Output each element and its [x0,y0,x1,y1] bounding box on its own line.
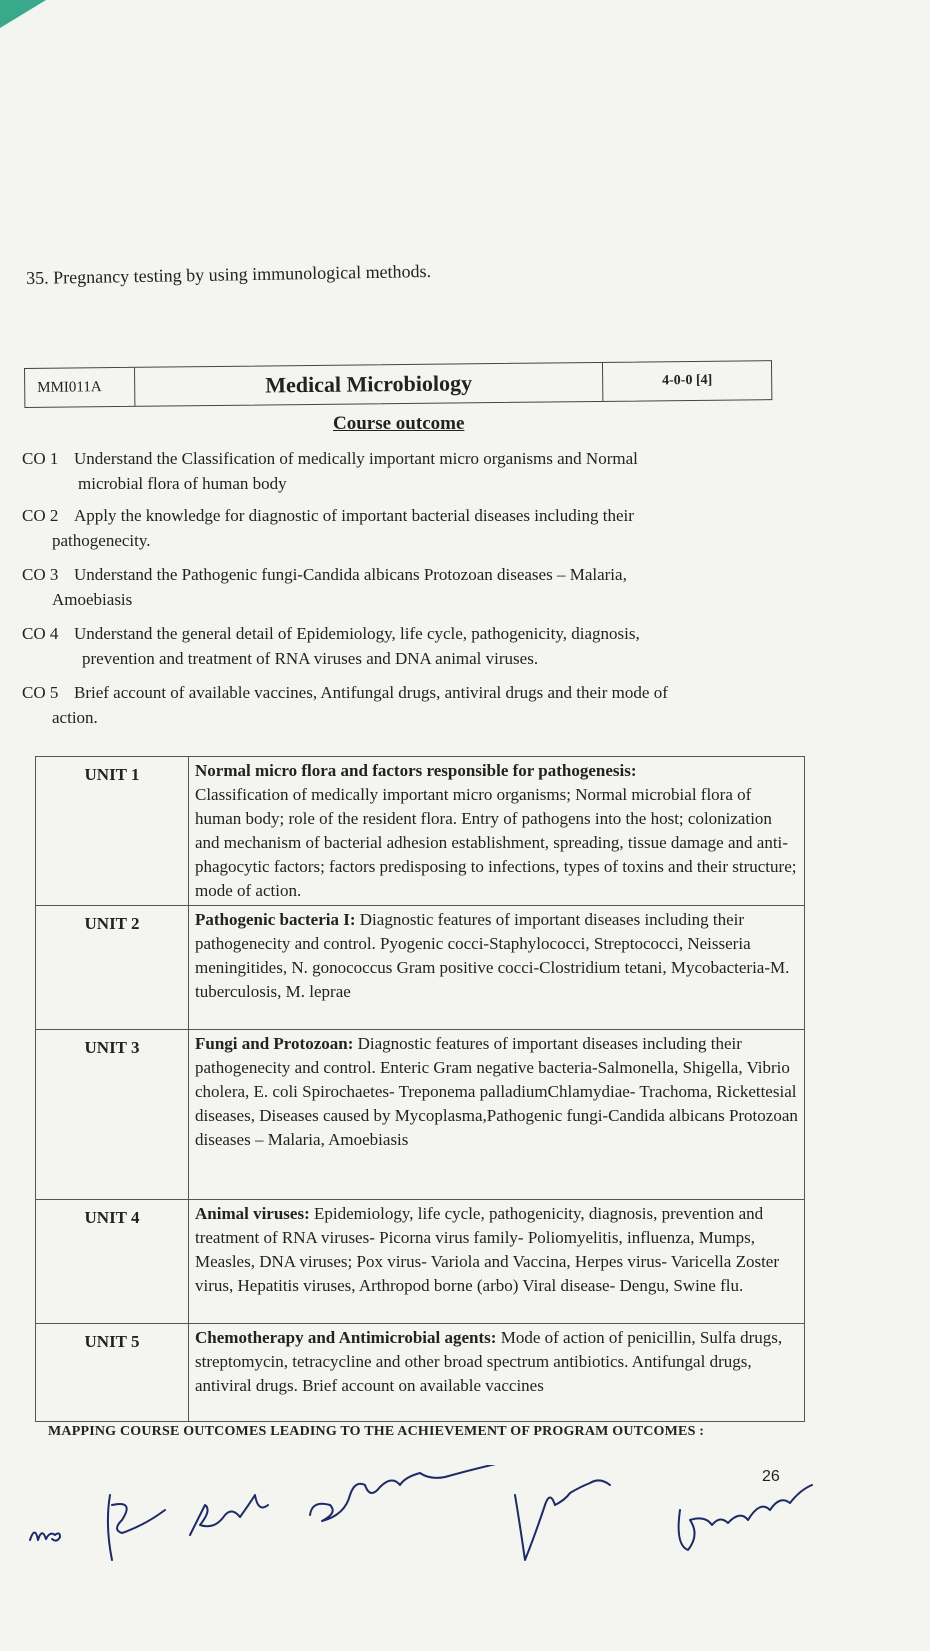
signatures [0,1465,930,1645]
co-text-cont: microbial flora of human body [78,474,287,493]
table-row [36,757,805,906]
course-outcome-heading: Course outcome [333,413,465,434]
page-corner-mark [0,0,46,28]
co-text: Understand the general detail of Epidemiology, life cycle, pathogenicity, diagnosis, [74,624,640,643]
table-row [36,1200,805,1324]
course-outcome-item [22,680,782,730]
co-text-cont: action. [52,708,98,727]
course-title: Medical Microbiology [135,363,603,406]
unit-content [189,757,805,906]
signature-2 [108,1495,165,1560]
co-text-cont: prevention and treatment of RNA viruses and DNA animal viruses. [82,649,539,668]
unit-content [189,1324,805,1422]
co-text-cont: pathogenecity. [52,531,151,550]
unit-heading: Normal micro flora and factors responsible for pathogenesis: [195,761,637,780]
signature-5 [515,1480,610,1560]
signature-4 [310,1465,500,1521]
signature-6 [679,1485,812,1550]
course-outcome-item [22,621,782,671]
course-code: MMI011A [25,368,135,407]
unit-content [189,1030,805,1200]
table-row [36,906,805,1030]
table-row [36,1030,805,1200]
co-text: Brief account of available vaccines, Antifungal drugs, antiviral drugs and their mode of [74,683,668,702]
co-text: Understand the Pathogenic fungi-Candida albicans Protozoan diseases – Malaria, [74,565,627,584]
page-number: 26 [762,1468,780,1485]
co-label: CO 4 [22,624,59,643]
co-label: CO 5 [22,683,59,702]
course-outcome-item [22,503,782,553]
signature-3 [190,1495,268,1535]
unit-label: UNIT 5 [36,1324,189,1422]
course-outcome-item [22,446,782,496]
unit-label: UNIT 2 [36,906,189,1030]
co-label: CO 3 [22,565,59,584]
unit-heading: Animal viruses: [195,1204,310,1223]
co-label: CO 2 [22,506,59,525]
previous-practical-item: 35. Pregnancy testing by using immunological methods. [26,260,432,288]
co-text: Apply the knowledge for diagnostic of important bacterial diseases including their [74,506,634,525]
unit-content [189,1200,805,1324]
unit-body: Classification of medically important micro organisms; Normal microbial flora of human body; role of the resident flora. Entry of pathogens into the host; colonization and mechanism of bacterial adhesion establishment, spreading, tissue damage and anti-phagocytic factors; factors predisposing to infections, types of toxins and their structure; mode of action. [195,785,797,900]
unit-body: Diagnostic features of important diseases including their pathogenecity and control. Enteric Gram negative bacteria-Salmonella, Shigella, Vibrio cholera, E. coli Spirochaetes- Treponema palladiumChlamydiae- Trachoma, Rickettesial diseases, Diseases caused by Mycoplasma,Pathogenic fungi-Candida albicans Protozoan diseases – Malaria, Amoebiasis [195,1034,798,1149]
co-label: CO 1 [22,449,59,468]
course-header-table [24,360,772,408]
signature-1 [30,1533,60,1541]
co-text: Understand the Classification of medically important micro organisms and Normal [74,449,638,468]
co-text-cont: Amoebiasis [52,590,133,609]
table-row [36,1324,805,1422]
unit-body: Mode of action of penicillin, Sulfa drugs, streptomycin, tetracycline and other broad spectrum antibiotics. Antifungal drugs, antiviral drugs. Brief account on available vaccines [195,1328,783,1395]
course-outcome-item [22,562,782,612]
unit-heading: Fungi and Protozoan: [195,1034,354,1053]
mapping-heading: MAPPING COURSE OUTCOMES LEADING TO THE ACHIEVEMENT OF PROGRAM OUTCOMES : [48,1424,705,1439]
unit-heading: Pathogenic bacteria I: [195,910,356,929]
unit-body: Diagnostic features of important diseases including their pathogenecity and control. Pyogenic cocci-Staphylococci, Streptococci, Neisseria meningitides, N. gonococcus Gram positive cocci-Clostridium tetani, Mycobacteria-M. tuberculosis, M. leprae [195,910,790,1001]
course-credits: 4-0-0 [4] [662,372,713,389]
unit-content [189,906,805,1030]
unit-heading: Chemotherapy and Antimicrobial agents: [195,1328,497,1347]
unit-body: Epidemiology, life cycle, pathogenicity, diagnosis, prevention and treatment of RNA viruses- Picorna virus family- Poliomyelitis, influenza, Mumps, Measles, DNA viruses; Pox virus- Variola and Vaccina, Herpes virus- Varicella Zoster virus, Hepatitis viruses, Arthropod borne (arbo) Viral disease- Dengu, Swine flu. [195,1204,780,1295]
unit-label: UNIT 1 [36,757,189,906]
unit-label: UNIT 3 [36,1030,189,1200]
units-table [35,756,805,1422]
unit-label: UNIT 4 [36,1200,189,1324]
